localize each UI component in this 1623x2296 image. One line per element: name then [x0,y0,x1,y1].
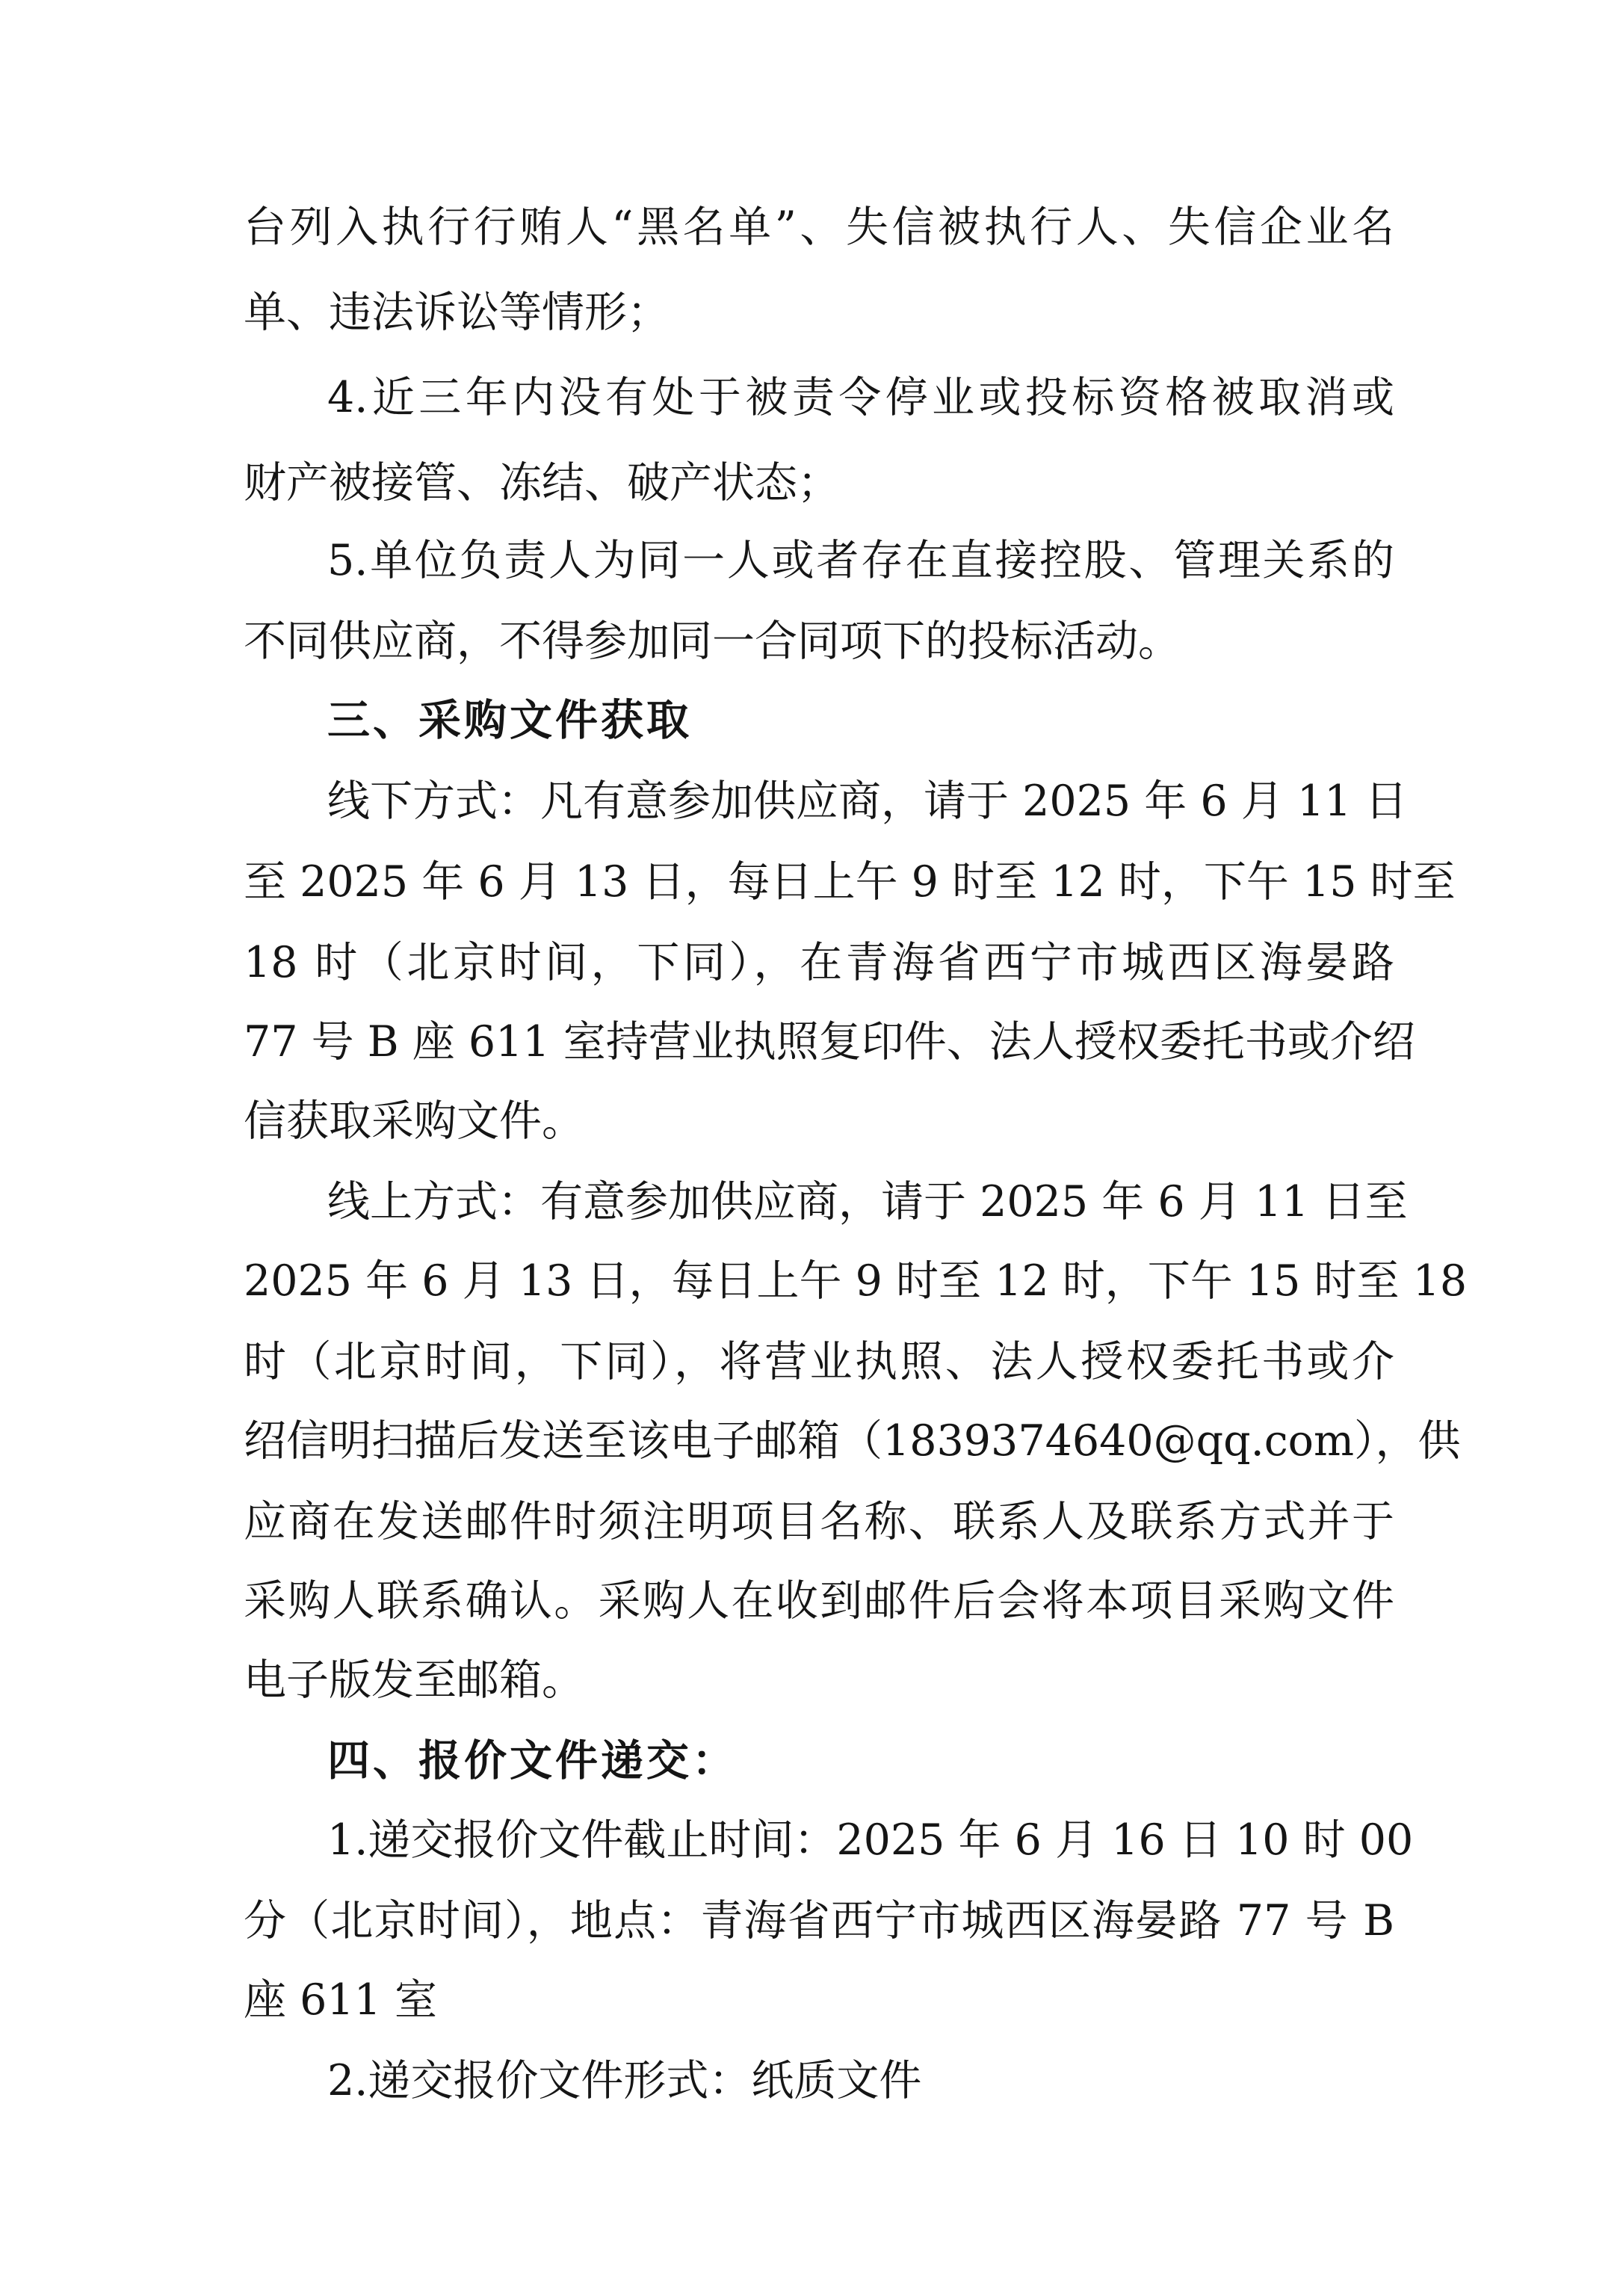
paragraph-line: 线下方式：凡有意参加供应商，请于 2025 年 6 月 11 日 [327,777,1408,826]
paragraph-line: 2025 年 6 月 13 日，每日上午 9 时至 12 时，下午 15 时至 18 [244,1256,1468,1306]
section-heading: 三、采购文件获取 [327,696,692,745]
paragraph-line: 77 号 B 座 611 室持营业执照复印件、法人授权委托书或介绍 [244,1017,1415,1067]
section-heading: 四、报价文件递交： [327,1736,738,1786]
paragraph-line: 采购人联系确认。采购人在收到邮件后会将本项目采购文件 [244,1576,1394,1626]
paragraph-line: 至 2025 年 6 月 13 日，每日上午 9 时至 12 时，下午 15 时至 [244,857,1456,907]
paragraph-line: 电子版发至邮箱。 [244,1655,584,1705]
paragraph-line: 分（北京时间），地点：青海省西宁市城西区海晏路 77 号 B [244,1896,1394,1945]
paragraph-line: 5.单位负责人为同一人或者存在直接控股、管理关系的 [327,536,1394,585]
paragraph-line: 时（北京时间，下同），将营业执照、法人授权委托书或介 [244,1337,1394,1386]
paragraph-line: 18 时（北京时间，下同），在青海省西宁市城西区海晏路 [244,938,1394,987]
paragraph-line: 2.递交报价文件形式：纸质文件 [327,2056,922,2105]
paragraph-line: 单、违法诉讼等情形； [244,288,670,337]
paragraph-line: 不同供应商，不得参加同一合同项下的投标活动。 [244,617,1181,666]
paragraph-line: 1.递交报价文件截止时间：2025 年 6 月 16 日 10 时 00 [327,1815,1414,1865]
paragraph-line: 线上方式：有意参加供应商，请于 2025 年 6 月 11 日至 [327,1177,1408,1226]
paragraph-line: 应商在发送邮件时须注明项目名称、联系人及联系方式并于 [244,1497,1394,1546]
paragraph-line: 座 611 室 [244,1975,438,2025]
paragraph-line: 财产被接管、冻结、破产状态； [244,458,840,507]
paragraph-line: 绍信明扫描后发送至该电子邮箱（1839374640@qq.com），供 [244,1416,1461,1466]
paragraph-line: 信获取采购文件。 [244,1096,584,1146]
paragraph-line: 台列入执行行贿人“黑名单”、失信被执行人、失信企业名 [244,203,1394,252]
paragraph-line: 4.近三年内没有处于被责令停业或投标资格被取消或 [327,373,1394,422]
